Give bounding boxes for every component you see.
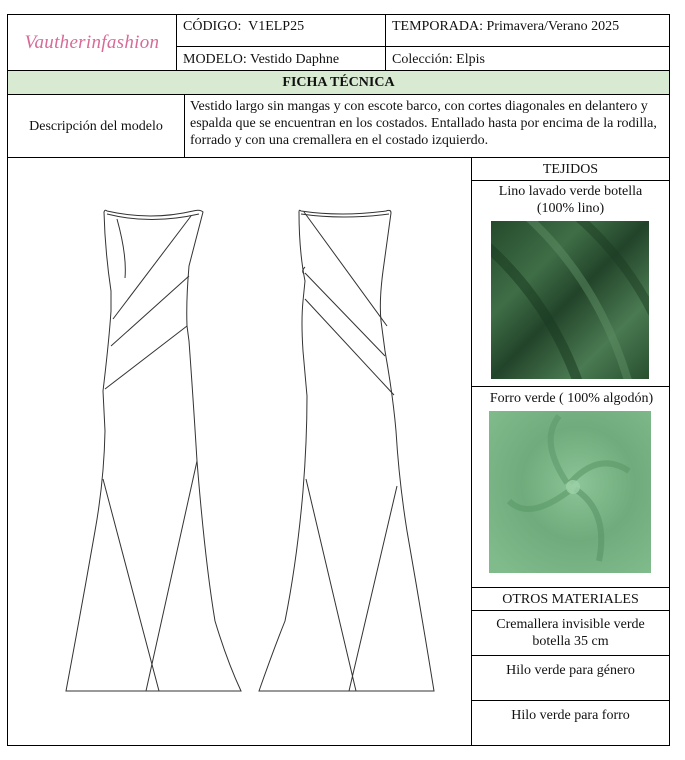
brand-cell xyxy=(7,14,177,71)
code-label: CÓDIGO: xyxy=(183,19,242,34)
band-title: FICHA TÉCNICA xyxy=(7,70,670,95)
cotton-lining-swatch-icon xyxy=(489,411,651,573)
dress-back-view xyxy=(259,210,434,691)
description-text: Vestido largo sin mangas y con escote barco, con cortes diagonales en delantero y espalda que se encuentran en los costados. Entallado hasta por encima de la rodilla, forrado y con una cremallera en el costado izquierdo. xyxy=(184,94,670,158)
fabric-name: Forro verde ( 100% algodón) xyxy=(489,390,654,406)
tech-sheet xyxy=(7,14,670,746)
fabrics-heading: TEJIDOS xyxy=(471,157,670,181)
fabric-item-linen xyxy=(471,180,670,387)
brand-logo: Vautherinfashion xyxy=(24,32,160,53)
fabric-item-lining xyxy=(471,386,670,588)
material-item: Hilo verde para forro xyxy=(471,700,670,746)
season-cell xyxy=(385,14,670,47)
season-value: Primavera/Verano 2025 xyxy=(486,19,620,34)
dress-flat-sketch xyxy=(8,158,471,745)
model-cell xyxy=(176,46,386,71)
linen-fabric-swatch-icon xyxy=(491,221,649,379)
collection-cell xyxy=(385,46,670,71)
material-item: Hilo verde para género xyxy=(471,655,670,701)
code-value: V1ELP25 xyxy=(248,19,305,34)
drawing-area xyxy=(7,157,472,746)
collection-value: Elpis xyxy=(456,52,485,67)
fabric-name: Lino lavado verde botella (100% lino) xyxy=(498,184,643,216)
model-label: MODELO: xyxy=(183,52,247,67)
dress-front-view xyxy=(66,210,241,691)
season-label: TEMPORADA: xyxy=(392,19,484,34)
collection-label: Colección: xyxy=(392,52,453,67)
code-cell xyxy=(176,14,386,47)
other-materials-heading: OTROS MATERIALES xyxy=(471,587,670,611)
model-value: Vestido Daphne xyxy=(250,52,340,67)
description-label: Descripción del modelo xyxy=(7,94,185,158)
material-item: Cremallera invisible verde botella 35 cm xyxy=(471,610,670,656)
